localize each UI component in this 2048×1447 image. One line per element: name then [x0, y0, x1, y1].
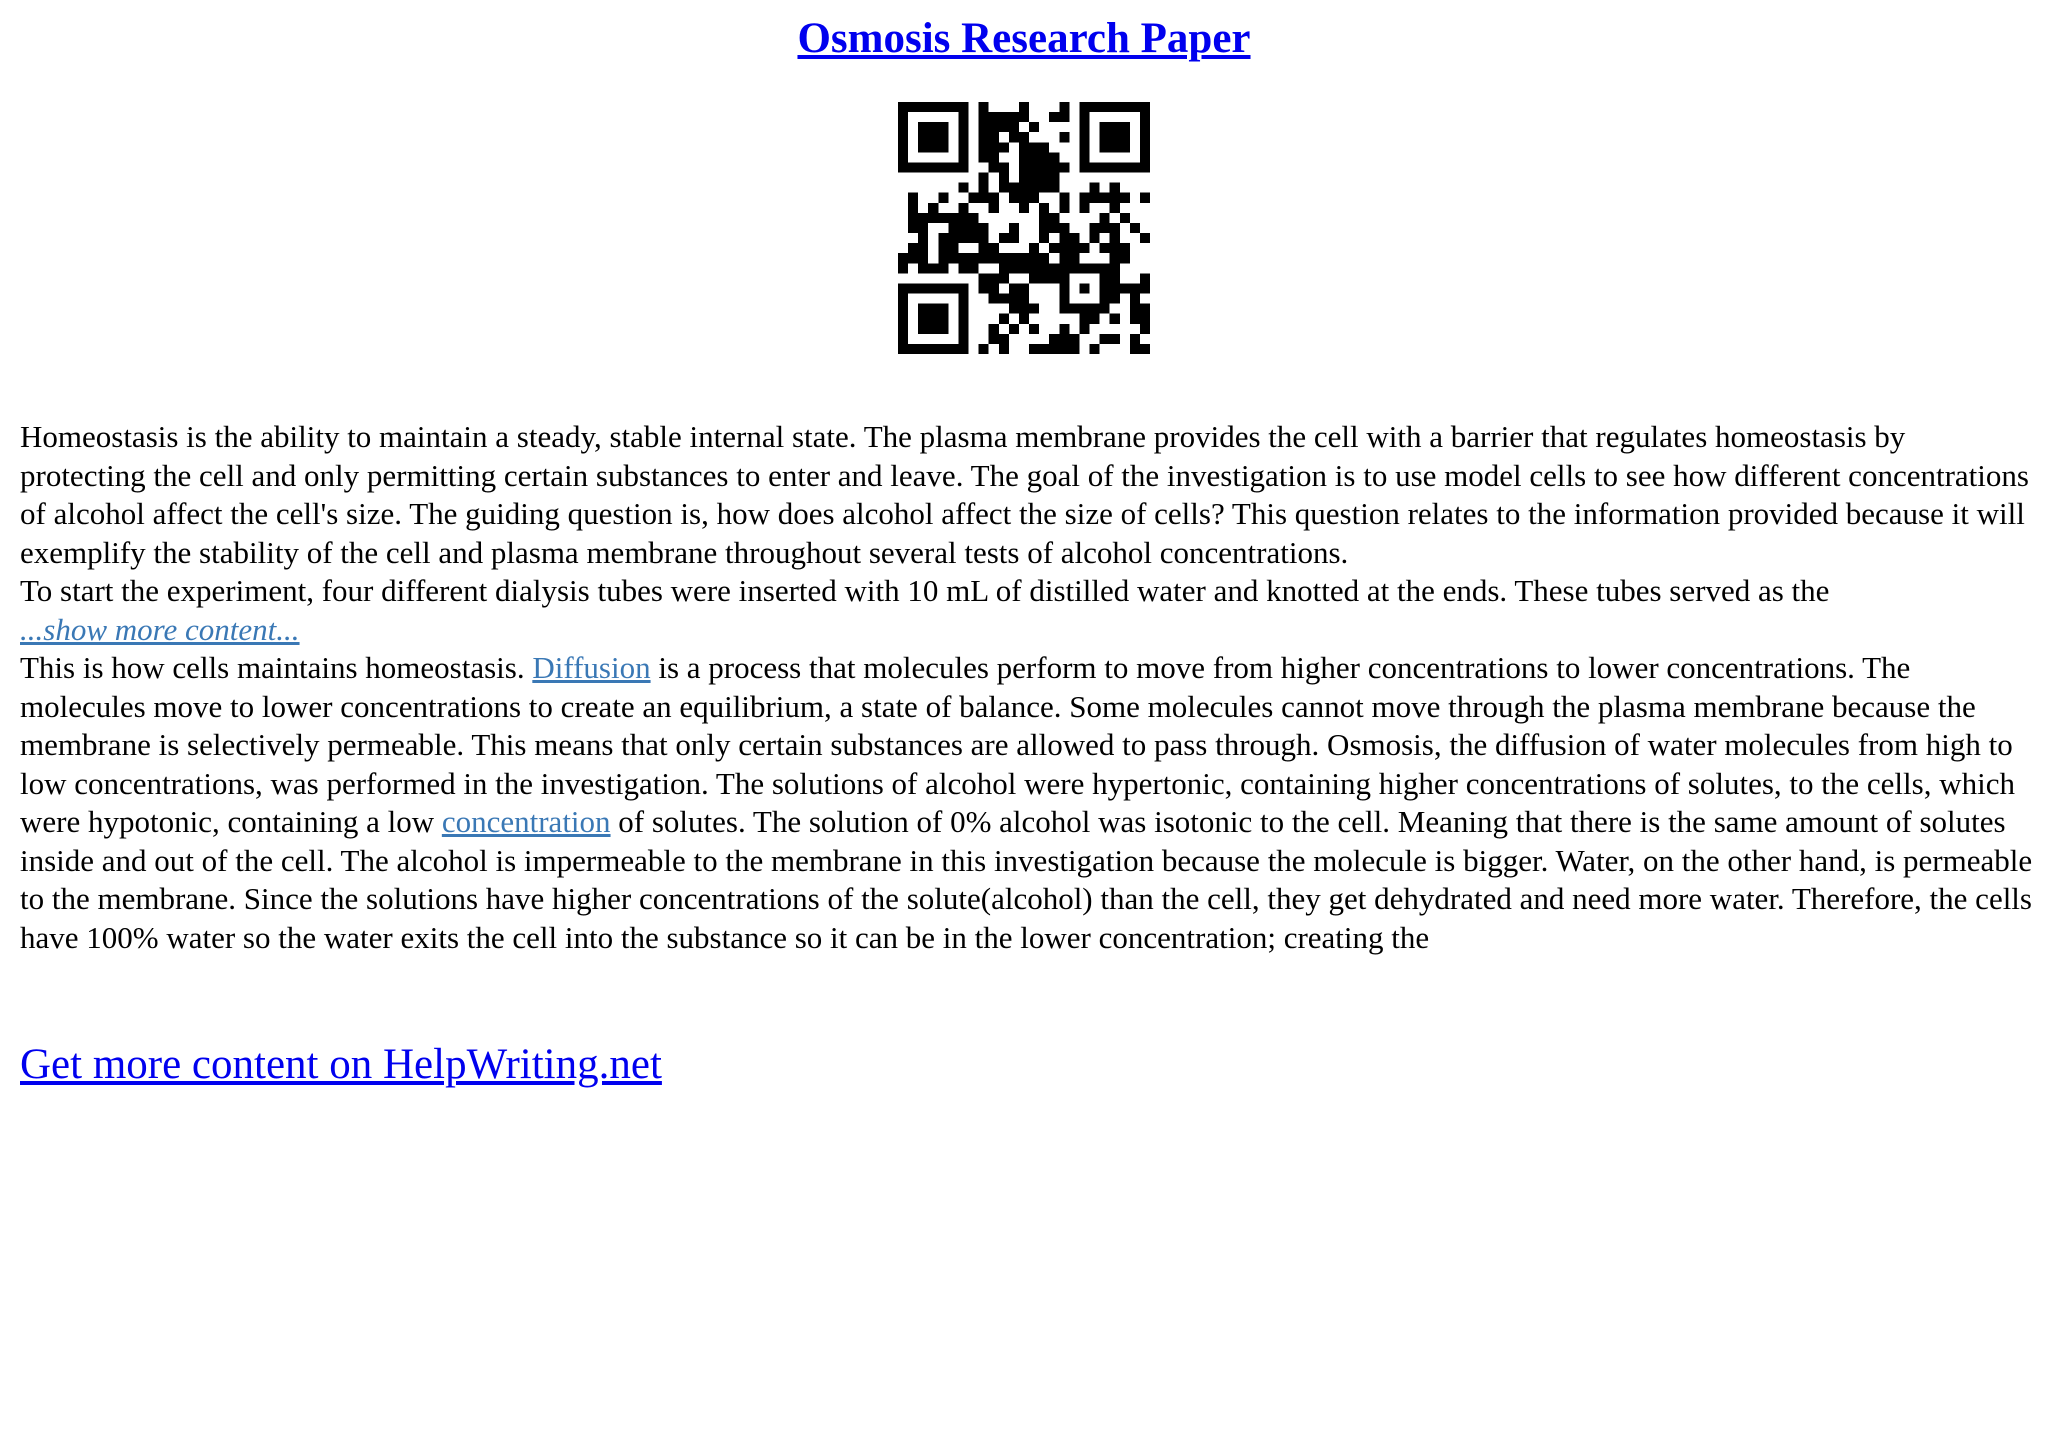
qr-code-icon [898, 102, 1150, 354]
paragraph-text-segment: is a process that molecules perform to move from higher concentrations to lower concentrations. The molecules move to lower concentrations to create an equilibrium, a state of balance. Some molecules cannot move through the plasma membrane because the membrane is selectively permeable. This means that only certain substances are allowed to pass through. Osmosis, the diffusion of water molecules from high to low concentrations, was performed in the investigation. The solutions of alcohol were hypertonic, containing higher concentrations of solutes, to the cells, which were hypotonic, containing a low [20, 650, 2015, 839]
diffusion-link[interactable]: Diffusion [532, 650, 651, 685]
paragraph-homeostasis [20, 649, 2038, 957]
article-body [20, 418, 2038, 957]
paragraph-text-segment: of solutes. The solution of 0% alcohol was isotonic to the cell. Meaning that there is the same amount of solutes inside and out of the cell. The alcohol is impermeable to the membrane in this investigation because the molecule is bigger. Water, on the other hand, is permeable to the membrane. Since the solutions have higher concentrations of the solute(alcohol) than the cell, they get dehydrated and need more water. Therefore, the cells have 100% water so the water exits the cell into the substance so it can be in the lower concentration; creating the [20, 804, 2033, 955]
show-more-link[interactable]: ...show more content... [20, 611, 300, 647]
page-title-link[interactable]: Osmosis Research Paper [797, 15, 1251, 62]
concentration-link[interactable]: concentration [441, 804, 611, 839]
title-container [0, 14, 2048, 63]
paragraph-text-segment: This is how cells maintains homeostasis. [20, 650, 533, 685]
paragraph-intro: Homeostasis is the ability to maintain a steady, stable internal state. The plasma membrane provides the cell with a barrier that regulates homeostasis by protecting the cell and only permitting certain substances to enter and leave. The goal of the investigation is to use model cells to see how different concentrations of alcohol affect the cell's size. The guiding question is, how does alcohol affect the size of cells? This question relates to the information provided because it will exemplify the stability of the cell and plasma membrane throughout several tests of alcohol concentrations. [20, 419, 2029, 570]
helpwriting-link[interactable]: Get more content on HelpWriting.net [20, 1041, 662, 1088]
paragraph-experiment: To start the experiment, four different dialysis tubes were inserted with 10 mL of distilled water and knotted at the ends. These tubes served as the [20, 573, 1830, 608]
